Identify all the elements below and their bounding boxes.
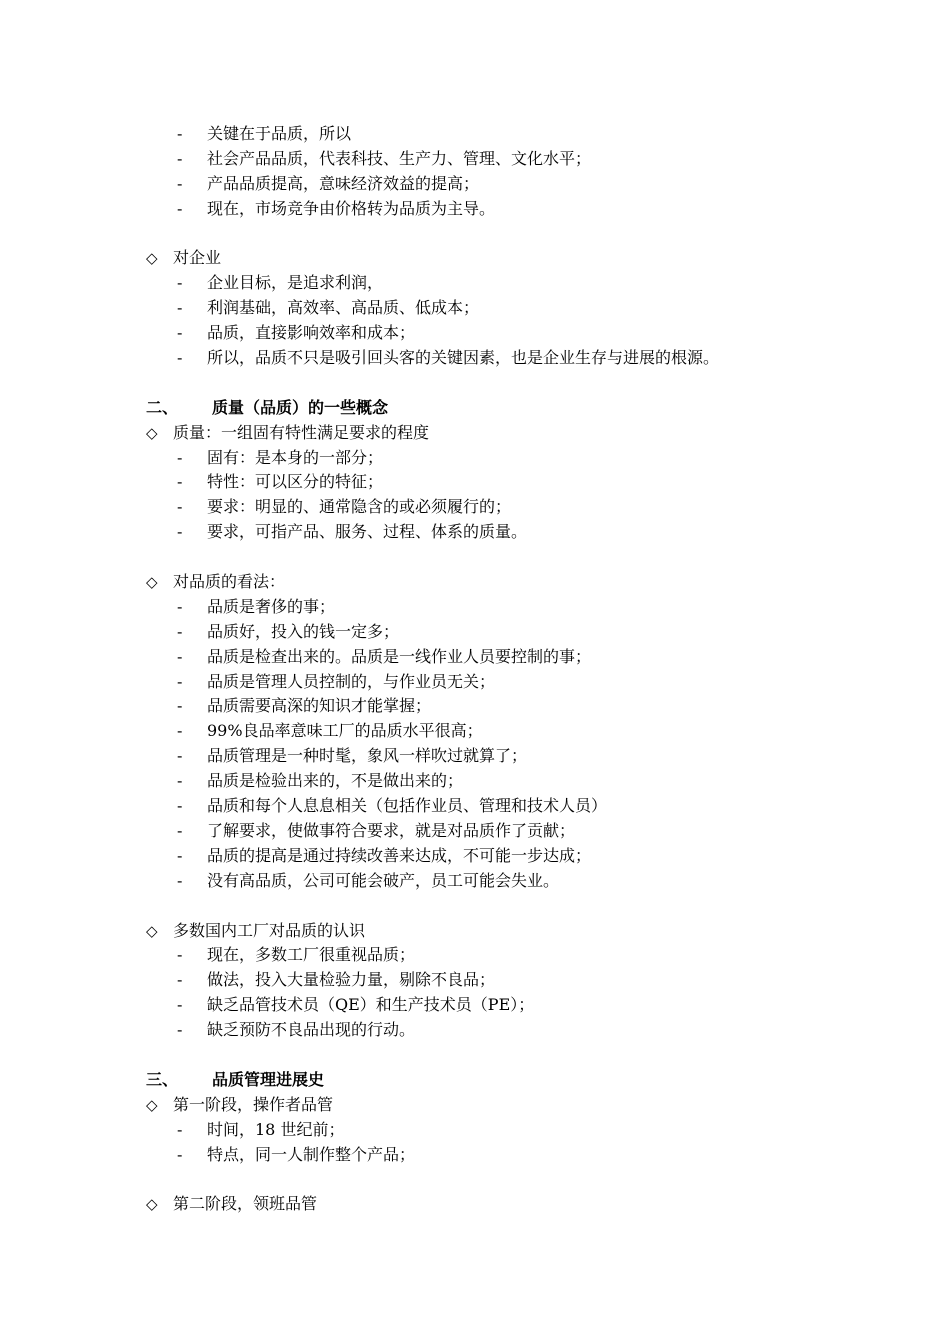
bullet-item (0, 296, 950, 321)
dash-marker: - (177, 671, 183, 691)
dash-marker: - (177, 621, 183, 641)
dash-marker: - (177, 746, 183, 766)
bullet-item (0, 993, 950, 1018)
dash-marker: - (177, 273, 183, 293)
bullet-item (0, 197, 950, 222)
diamond-heading (0, 1093, 950, 1118)
bullet-item (0, 172, 950, 197)
bullet-item (0, 670, 950, 695)
bullet-item (0, 595, 950, 620)
blank-line (0, 894, 950, 919)
diamond-icon: ◇ (146, 921, 158, 940)
dash-marker: - (177, 796, 183, 816)
diamond-icon: ◇ (146, 249, 158, 268)
bullet-text: 特点，同一人制作整个产品； (207, 1144, 416, 1164)
blank-line (0, 545, 950, 570)
bullet-text: 固有：是本身的一部分； (207, 447, 384, 467)
bullet-item (0, 1118, 950, 1143)
bullet-item (0, 844, 950, 869)
bullet-item (0, 719, 950, 744)
diamond-heading (0, 919, 950, 944)
dash-marker: - (177, 1020, 183, 1040)
dash-marker: - (177, 124, 183, 143)
heading-text: 第二阶段，领班品管 (173, 1194, 318, 1214)
document-page (0, 122, 950, 1217)
bullet-item (0, 1143, 950, 1168)
bullet-item (0, 495, 950, 520)
bullet-item (0, 769, 950, 794)
bullet-text: 品质管理是一种时髦，象风一样吹过就算了； (207, 746, 528, 766)
dash-marker: - (177, 522, 183, 542)
blank-line (0, 1167, 950, 1192)
bullet-item (0, 744, 950, 769)
bullet-text: 所以，品质不只是吸引回头客的关键因素，也是企业生存与进展的根源。 (207, 348, 720, 368)
bullet-item (0, 1018, 950, 1043)
bullet-text: 要求：明显的、通常隐含的或必须履行的； (207, 497, 512, 517)
bullet-text: 品质，直接影响效率和成本； (207, 323, 416, 343)
bullet-text: 特性：可以区分的特征； (207, 472, 384, 492)
bullet-text: 产品品质提高，意味经济效益的提高； (207, 173, 480, 193)
bullet-item (0, 645, 950, 670)
section-heading (0, 396, 950, 421)
bullet-text: 做法，投入大量检验力量，剔除不良品； (207, 970, 496, 990)
section-number: 三、 (146, 1069, 179, 1089)
bullet-text: 缺乏品管技术员（QE）和生产技术员（PE）； (207, 995, 535, 1015)
dash-marker: - (177, 1119, 183, 1139)
bullet-text: 品质是管理人员控制的，与作业员无关； (207, 671, 496, 691)
bullet-text: 利润基础，高效率、高品质、低成本； (207, 298, 480, 318)
dash-marker: - (177, 148, 183, 168)
diamond-icon: ◇ (146, 1195, 158, 1214)
bullet-item (0, 346, 950, 371)
dash-marker: - (177, 721, 183, 741)
bullet-text: 社会产品品质，代表科技、生产力、管理、文化水平； (207, 148, 592, 168)
dash-marker: - (177, 173, 183, 193)
heading-text: 对企业 (173, 248, 222, 268)
bullet-text: 品质是检验出来的，不是做出来的； (207, 771, 464, 791)
dash-marker: - (177, 870, 183, 890)
dash-marker: - (177, 1144, 183, 1164)
diamond-icon: ◇ (146, 1095, 158, 1114)
bullet-item (0, 122, 950, 147)
section-title: 品质管理进展史 (212, 1069, 325, 1089)
bullet-text: 品质的提高是通过持续改善来达成，不可能一步达成； (207, 845, 592, 865)
diamond-icon: ◇ (146, 423, 158, 442)
dash-marker: - (177, 447, 183, 467)
bullet-item (0, 520, 950, 545)
bullet-item (0, 968, 950, 993)
bullet-text: 要求，可指产品、服务、过程、体系的质量。 (207, 522, 528, 542)
bullet-item (0, 794, 950, 819)
bullet-item (0, 694, 950, 719)
diamond-heading (0, 1192, 950, 1217)
bullet-text: 现在，市场竞争由价格转为品质为主导。 (207, 198, 496, 218)
dash-marker: - (177, 970, 183, 990)
dash-marker: - (177, 323, 183, 343)
bullet-item (0, 943, 950, 968)
bullet-text: 品质和每个人息息相关（包括作业员、管理和技术人员） (207, 796, 608, 816)
dash-marker: - (177, 820, 183, 840)
dash-marker: - (177, 945, 183, 965)
bullet-item (0, 620, 950, 645)
heading-text: 质量：一组固有特性满足要求的程度 (173, 422, 430, 442)
dash-marker: - (177, 198, 183, 218)
dash-marker: - (177, 298, 183, 318)
section-title: 质量（品质）的一些概念 (212, 397, 389, 417)
bullet-text: 没有高品质，公司可能会破产，员工可能会失业。 (207, 870, 560, 890)
heading-text: 多数国内工厂对品质的认识 (173, 920, 366, 940)
diamond-heading (0, 246, 950, 271)
dash-marker: - (177, 646, 183, 666)
blank-line (0, 222, 950, 247)
bullet-text: 品质好，投入的钱一定多； (207, 621, 400, 641)
bullet-item (0, 869, 950, 894)
dash-marker: - (177, 472, 183, 492)
bullet-item (0, 470, 950, 495)
bullet-text: 品质是检查出来的。品质是一线作业人员要控制的事； (207, 646, 592, 666)
bullet-item (0, 321, 950, 346)
bullet-item (0, 446, 950, 471)
diamond-icon: ◇ (146, 573, 158, 592)
bullet-text: 了解要求，使做事符合要求，就是对品质作了贡献； (207, 820, 576, 840)
bullet-item (0, 819, 950, 844)
bullet-text: 关键在于品质，所以 (207, 124, 352, 143)
diamond-heading (0, 570, 950, 595)
diamond-heading (0, 421, 950, 446)
dash-marker: - (177, 348, 183, 368)
blank-line (0, 371, 950, 396)
bullet-text: 缺乏预防不良品出现的行动。 (207, 1020, 416, 1040)
bullet-text: 99%良品率意味工厂的品质水平很高； (207, 721, 483, 741)
heading-text: 第一阶段，操作者品管 (173, 1094, 334, 1114)
bullet-text: 企业目标，是追求利润， (207, 273, 384, 293)
dash-marker: - (177, 696, 183, 716)
section-heading (0, 1068, 950, 1093)
bullet-text: 品质需要高深的知识才能掌握； (207, 696, 432, 716)
dash-marker: - (177, 497, 183, 517)
dash-marker: - (177, 845, 183, 865)
bullet-item (0, 271, 950, 296)
bullet-text: 现在，多数工厂很重视品质； (207, 945, 416, 965)
bullet-text: 品质是奢侈的事； (207, 596, 336, 616)
dash-marker: - (177, 995, 183, 1015)
bullet-item (0, 147, 950, 172)
heading-text: 对品质的看法： (173, 572, 286, 592)
dash-marker: - (177, 771, 183, 791)
section-number: 二、 (146, 397, 179, 417)
bullet-text: 时间，18 世纪前； (207, 1119, 345, 1139)
dash-marker: - (177, 596, 183, 616)
blank-line (0, 1043, 950, 1068)
